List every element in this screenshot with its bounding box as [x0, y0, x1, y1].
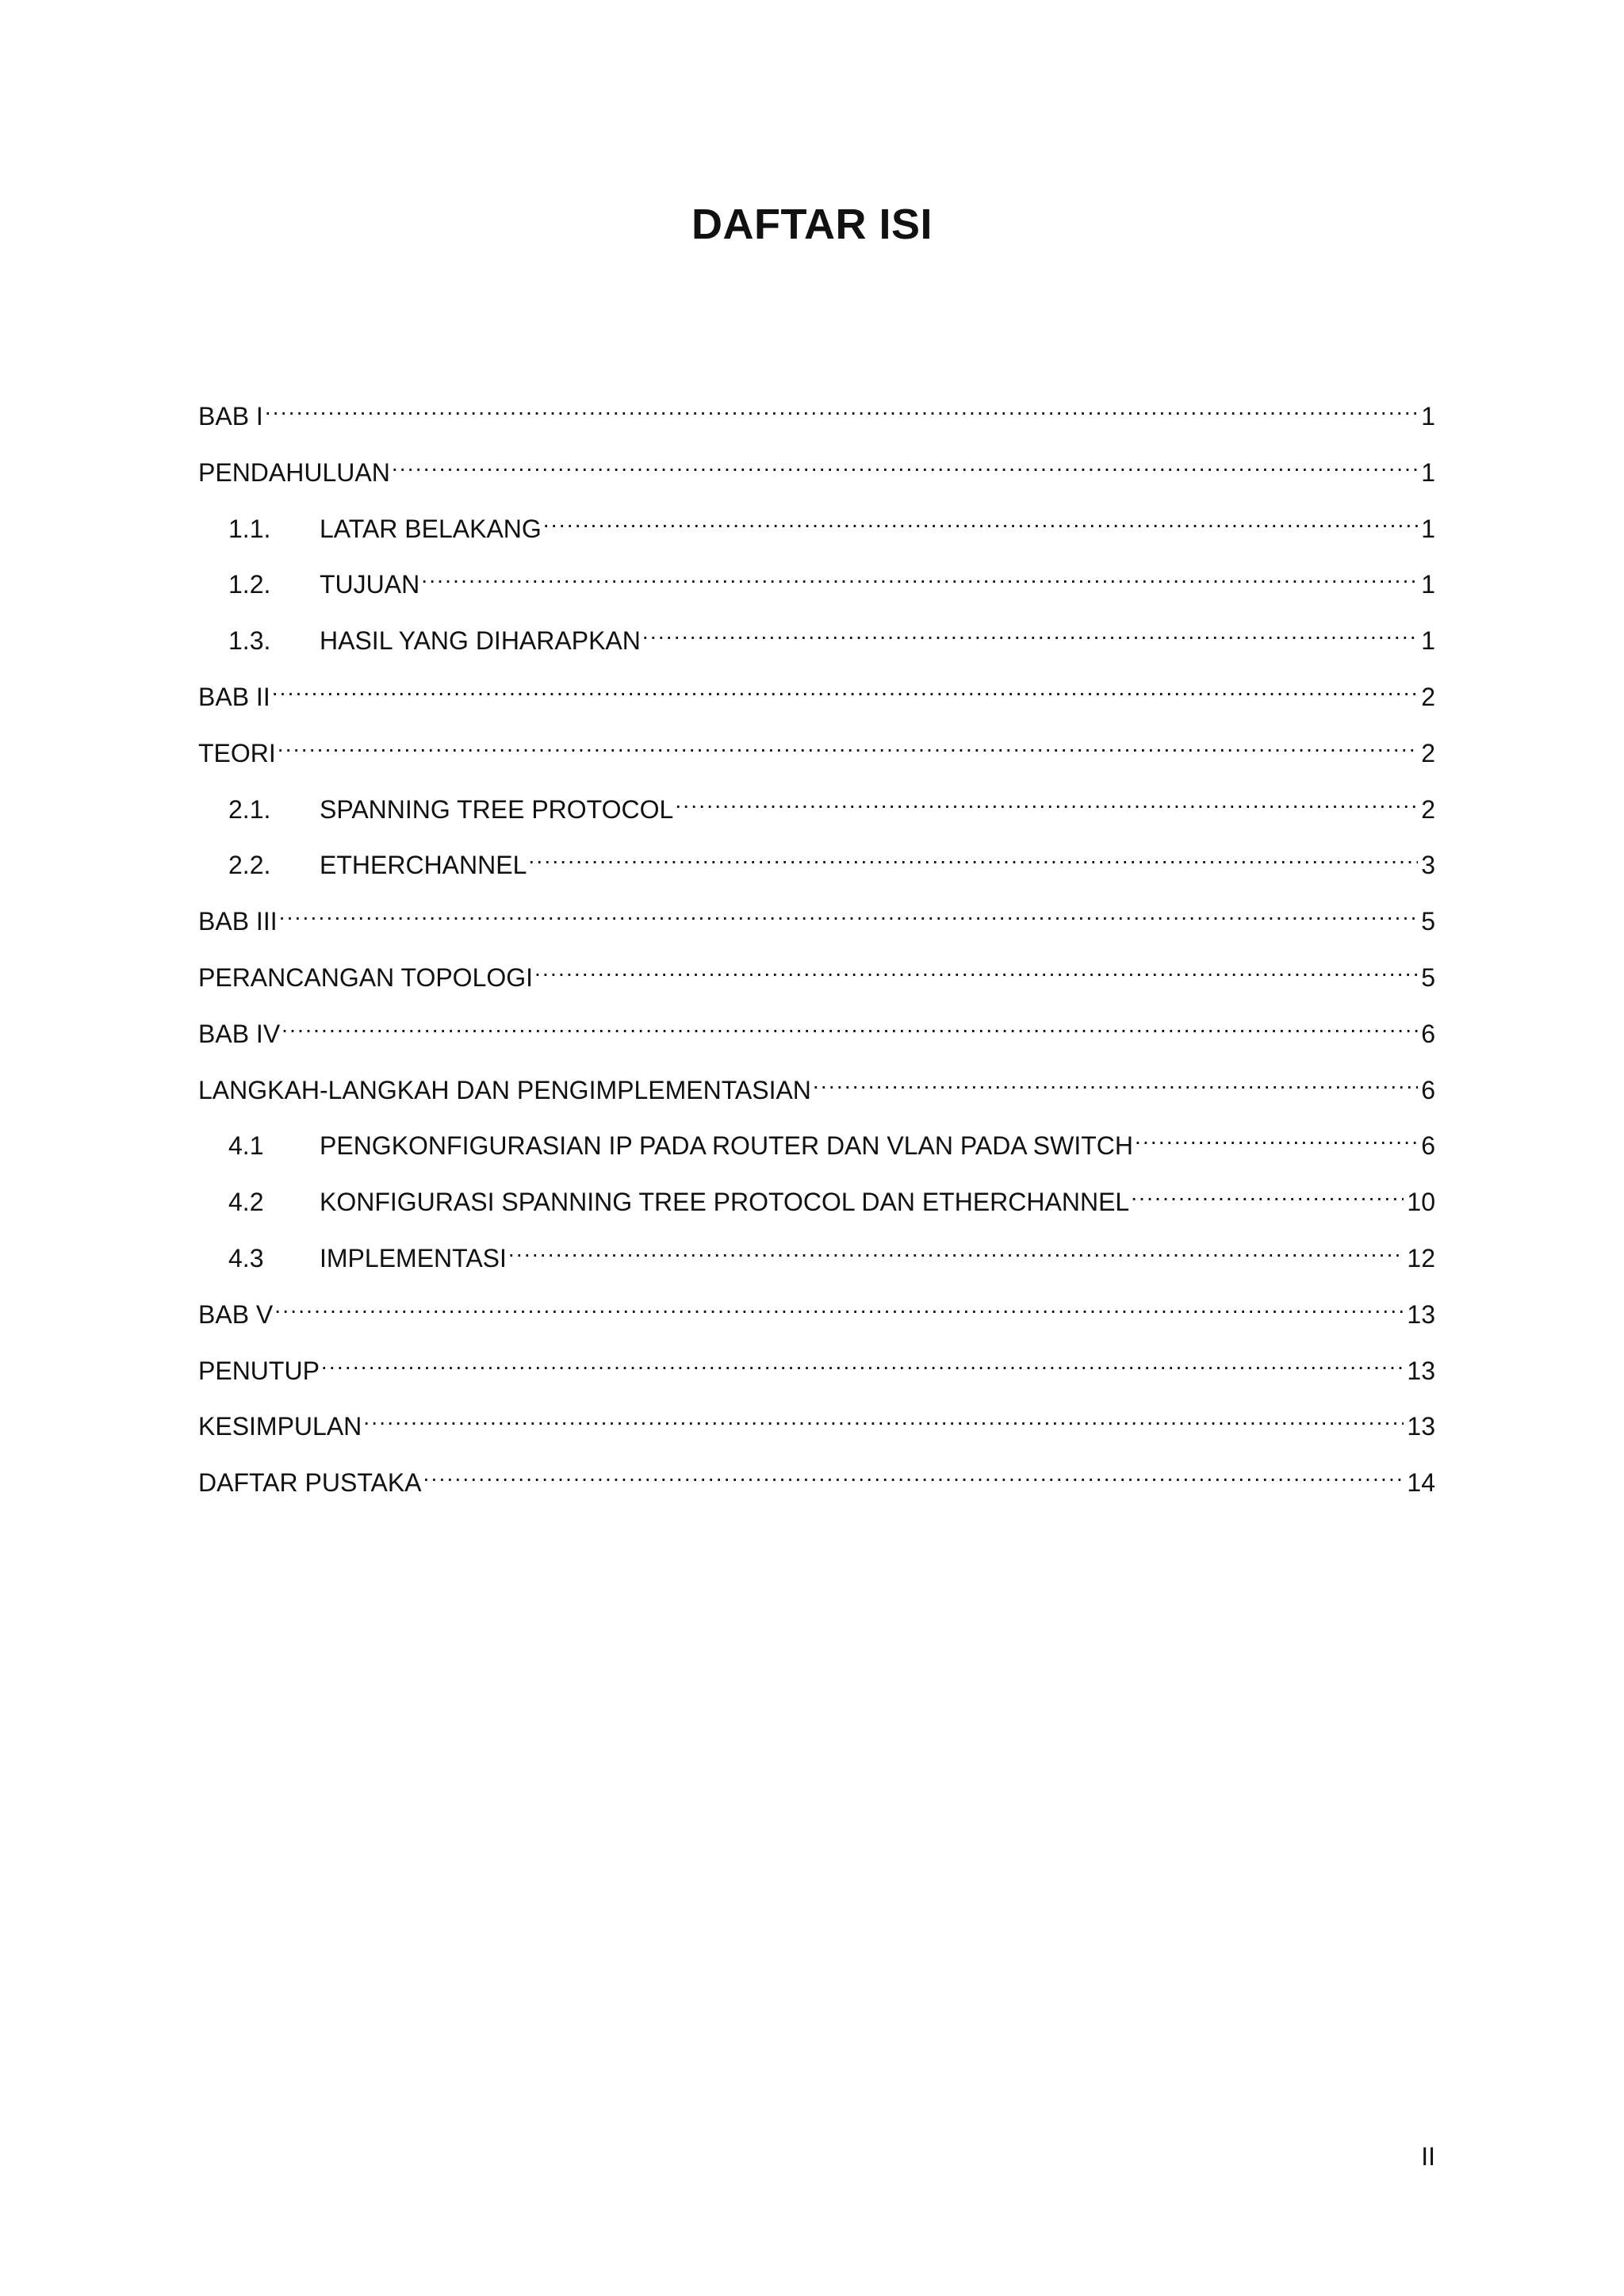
toc-entry-page: 1	[1421, 402, 1435, 430]
toc-entry-page: 6	[1421, 1019, 1435, 1048]
toc-entry-page: 10	[1407, 1188, 1435, 1217]
toc-dot-leader	[534, 955, 1418, 986]
toc-entry-label: DAFTAR PUSTAKA	[198, 1468, 422, 1498]
toc-entry[interactable]	[198, 1235, 1435, 1292]
toc-entry-page: 13	[1407, 1356, 1435, 1385]
toc-entry-label: SPANNING TREE PROTOCOL	[320, 794, 674, 824]
toc-entry-label: BAB IV	[198, 1019, 281, 1048]
toc-entry[interactable]	[198, 898, 1435, 955]
toc-entry-label: BAB III	[198, 907, 278, 936]
toc-entry-label: PERANCANGAN TOPOLOGI	[198, 962, 534, 992]
toc-entry-page: 1	[1421, 457, 1435, 487]
toc-entry-number: 2.1.	[228, 794, 271, 824]
toc-entry[interactable]	[198, 730, 1435, 786]
page-title: DAFTAR ISI	[691, 201, 933, 248]
toc-entry-page: 2	[1421, 794, 1435, 824]
toc-entry-page: 5	[1421, 962, 1435, 992]
toc-dot-leader	[675, 786, 1418, 818]
toc-entry-page: 2	[1421, 738, 1435, 767]
toc-entry[interactable]	[198, 1292, 1435, 1348]
toc-entry[interactable]	[198, 1403, 1435, 1460]
toc-entry[interactable]	[198, 561, 1435, 618]
toc-entry-label: ETHERCHANNEL	[320, 851, 527, 880]
toc-entry-page: 12	[1407, 1243, 1435, 1272]
toc-dot-leader	[1131, 1179, 1404, 1211]
table-of-contents	[198, 393, 1435, 1516]
toc-dot-leader	[272, 674, 1419, 706]
toc-entry[interactable]	[198, 393, 1435, 450]
toc-entry[interactable]	[198, 786, 1435, 843]
toc-entry-page: 1	[1421, 626, 1435, 656]
toc-entry-label: BAB I	[198, 402, 263, 430]
toc-entry[interactable]	[198, 618, 1435, 674]
toc-entry-number: 4.2	[228, 1188, 264, 1217]
toc-entry-number: 1.3.	[228, 626, 271, 656]
toc-entry[interactable]	[198, 842, 1435, 898]
toc-entry-number: 1.1.	[228, 514, 271, 543]
toc-entry-page: 13	[1407, 1299, 1435, 1329]
toc-entry-label: PENUTUP	[198, 1356, 320, 1385]
toc-entry-page: 6	[1421, 1131, 1435, 1161]
toc-entry-number: 4.3	[228, 1243, 264, 1272]
toc-entry[interactable]	[198, 955, 1435, 1011]
toc-entry-label: TUJUAN	[320, 570, 420, 599]
toc-entry-page: 1	[1421, 514, 1435, 543]
toc-dot-leader	[392, 450, 1418, 481]
page-number: II	[1421, 2142, 1435, 2171]
toc-entry-label: KESIMPULAN	[198, 1412, 362, 1441]
toc-dot-leader	[642, 618, 1418, 649]
toc-entry[interactable]	[198, 1348, 1435, 1404]
toc-dot-leader	[278, 730, 1418, 762]
toc-entry-label: IMPLEMENTASI	[320, 1243, 507, 1272]
toc-dot-leader	[543, 506, 1418, 538]
toc-dot-leader	[421, 561, 1418, 593]
toc-dot-leader	[363, 1403, 1404, 1435]
toc-entry-number: 1.2.	[228, 570, 271, 599]
toc-entry[interactable]	[198, 1460, 1435, 1516]
toc-dot-leader	[528, 842, 1418, 874]
toc-entry-page: 5	[1421, 907, 1435, 936]
toc-entry-page: 1	[1421, 570, 1435, 599]
toc-entry[interactable]	[198, 450, 1435, 506]
toc-entry-label: PENGKONFIGURASIAN IP PADA ROUTER DAN VLAN PADA SWITCH	[320, 1131, 1133, 1161]
toc-entry-page: 3	[1421, 851, 1435, 880]
toc-entry-label: LATAR BELAKANG	[320, 514, 542, 543]
toc-entry-label: BAB II	[198, 682, 270, 711]
toc-dot-leader	[279, 898, 1419, 930]
toc-dot-leader	[274, 1292, 1404, 1323]
toc-entry-number: 2.2.	[228, 851, 271, 880]
toc-dot-leader	[423, 1460, 1404, 1491]
toc-dot-leader	[321, 1348, 1404, 1380]
toc-dot-leader	[265, 393, 1418, 425]
toc-entry-page: 2	[1421, 682, 1435, 711]
toc-entry-label: LANGKAH-LANGKAH DAN PENGIMPLEMENTASIAN	[198, 1075, 811, 1104]
toc-entry-page: 14	[1407, 1468, 1435, 1498]
toc-entry-page: 13	[1407, 1412, 1435, 1441]
toc-entry[interactable]	[198, 1179, 1435, 1235]
toc-entry-label: KONFIGURASI SPANNING TREE PROTOCOL DAN ETHERCHANNEL	[320, 1188, 1130, 1217]
toc-entry[interactable]	[198, 1067, 1435, 1123]
toc-entry-label: HASIL YANG DIHARAPKAN	[320, 626, 641, 656]
toc-entry-page: 6	[1421, 1075, 1435, 1104]
toc-dot-leader	[813, 1067, 1418, 1099]
toc-entry-label: BAB V	[198, 1299, 274, 1329]
toc-entry-number: 4.1	[228, 1131, 264, 1161]
toc-entry[interactable]	[198, 674, 1435, 730]
toc-dot-leader	[1135, 1123, 1418, 1154]
toc-dot-leader	[282, 1011, 1418, 1043]
toc-entry[interactable]	[198, 1011, 1435, 1067]
toc-entry-label: TEORI	[198, 738, 276, 767]
toc-entry[interactable]	[198, 506, 1435, 562]
toc-dot-leader	[508, 1235, 1404, 1267]
toc-entry[interactable]	[198, 1123, 1435, 1179]
toc-entry-label: PENDAHULUAN	[198, 457, 390, 487]
